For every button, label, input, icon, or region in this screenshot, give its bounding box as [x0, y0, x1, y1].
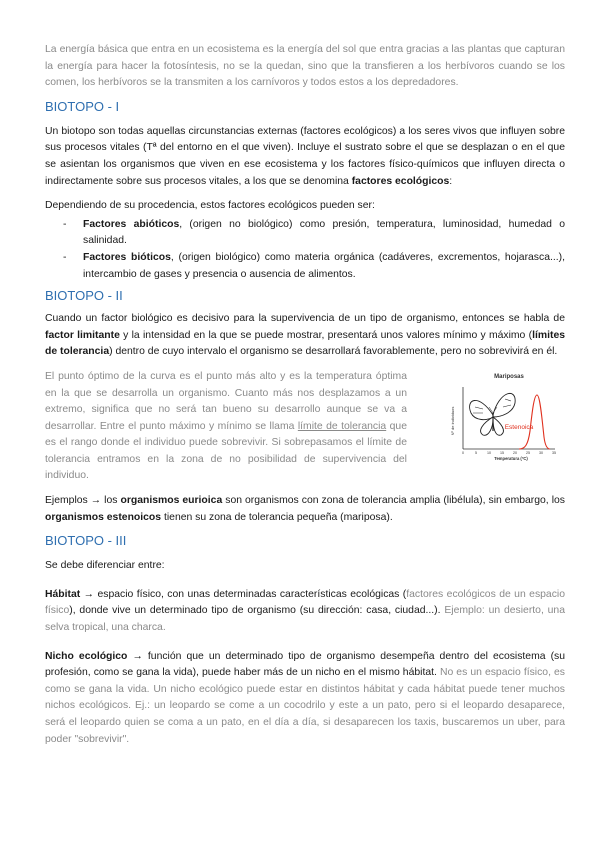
tick-label: 0	[462, 450, 464, 455]
chart-xlabel: Temperatura (ºC)	[494, 455, 528, 461]
heading-biotopo-1: BIOTOPO - I	[45, 98, 120, 114]
heading-biotopo-2: BIOTOPO - II	[45, 288, 123, 304]
tick-label: 15	[500, 450, 504, 455]
habitat-paragraph: Hábitat → espacio físico, con unas determinadas características ecológicas (factores ecológicos de un espacio físico), donde vive un determinado tipo de organismo (su dirección: casa, ciudad...). Ejemplo: un desierto, una selva tropical, una charca.	[45, 588, 565, 634]
tolerance-curve	[519, 395, 550, 449]
factors-list	[45, 217, 565, 283]
biotopo2-paragraph-2: El punto óptimo de la curva es el punto más alto y es la temperatura óptima en la que se desarrolla un organismo. Cuanto más nos desplazamos a un extremo, significa que no será tan bueno su desarrollo aunque se va a desarrollar. Entre el punto máximo y mínimo se llama límite de tolerancia que es el rango donde el individuo puede sobrevivir. Si sobrepasamos el límite de tolerancia entramos en la zona de no posibilidad de supervivencia del individuo.	[45, 370, 407, 482]
heading-biotopo-3: BIOTOPO - III	[45, 533, 127, 549]
biotopo2-paragraph-1: Cuando un factor biológico es decisivo para la supervivencia de un tipo de organismo, entonces se habla de factor limitante y la intensidad en la que se puede mostrar, presentará unos valores mínimo y máximo (límites de tolerancia) dentro de cuyo intervalo el organismo se desarrollará favorablemente, pero no sobrevivirá en él.	[45, 313, 565, 358]
list-item: - Factores abióticos, (origen no biológico) como presión, temperatura, luminosidad, humedad o salinidad.	[63, 218, 565, 247]
biotopo2-paragraph-3: Ejemplos → los organismos eurioica son organismos con zona de tolerancia amplia (libélula), sin embargo, los organismos estenoicos tienen su zona de tolerancia pequeña (mariposa).	[45, 495, 565, 523]
biotopo3-paragraph-1: Se debe diferenciar entre:	[45, 560, 165, 572]
tolerance-section	[45, 369, 565, 485]
x-tick-labels	[462, 451, 556, 455]
niche-paragraph: Nicho ecológico → función que un determinado tipo de organismo desempeña dentro del ecosistema (su profesión, como se gana la vida), puede haber más de un nicho en el mismo hábitat. No es un espacio físico, es como se gana la vida. Un nicho ecológico puede estar en distintos hábitat y cada hábitat puede tener muchos nichos ecológicos. Ej.: un leopardo se come a un cocodrilo y este a un pato, pero si el leopardo desaparece, será el leopardo quien se coma a un pato, en el día a día, si desaparecen los taxis, buscaremos un uber, para poder "sobrevivir".	[45, 650, 566, 745]
tick-label: 20	[513, 450, 517, 455]
tick-label: 10	[487, 450, 491, 455]
curve-label: Estenoica	[504, 423, 534, 431]
tick-label: 30	[539, 450, 543, 455]
tick-label: 35	[552, 450, 556, 455]
butterfly-tolerance-chart	[449, 369, 565, 461]
intro-paragraph: La energía básica que entra en un ecosistema es la energía del sol que entra gracias a las plantas que capturan la energía para hacer la fotosíntesis, no se la quedan, sino que la transfieren a los herbívoros cuando se los comen, los herbívoros se la transmiten a los carnívoros y todos estos a los depredadores.	[45, 44, 565, 89]
list-item: - Factores bióticos, (origen biológico) como materia orgánica (cadáveres, excrementos, hojarasca...), intercambio de gases y presencia o ausencia de alimentos.	[63, 251, 565, 280]
biotopo1-paragraph-2: Dependiendo de su procedencia, estos factores ecológicos pueden ser:	[45, 200, 375, 212]
biotopo1-paragraph-1: Un biotopo son todas aquellas circunstancias externas (factores ecológicos) a los seres vivos que influyen sobre sus procesos vitales (Tª del entorno en el que viven). Incluye el sustrato sobre el que se desplazan o en el que se asientan los organismos que viven en ese ecosistema y los factores físico-químicos que influyen directa o indirectamente sobre sus procesos vitales, a los que se denomina factores ecológicos:	[45, 125, 565, 187]
tick-label: 25	[526, 450, 530, 455]
tick-label: 5	[475, 450, 477, 455]
chart-title: Mariposas	[494, 373, 524, 380]
chart-ylabel: Nº de individuos	[450, 406, 455, 436]
